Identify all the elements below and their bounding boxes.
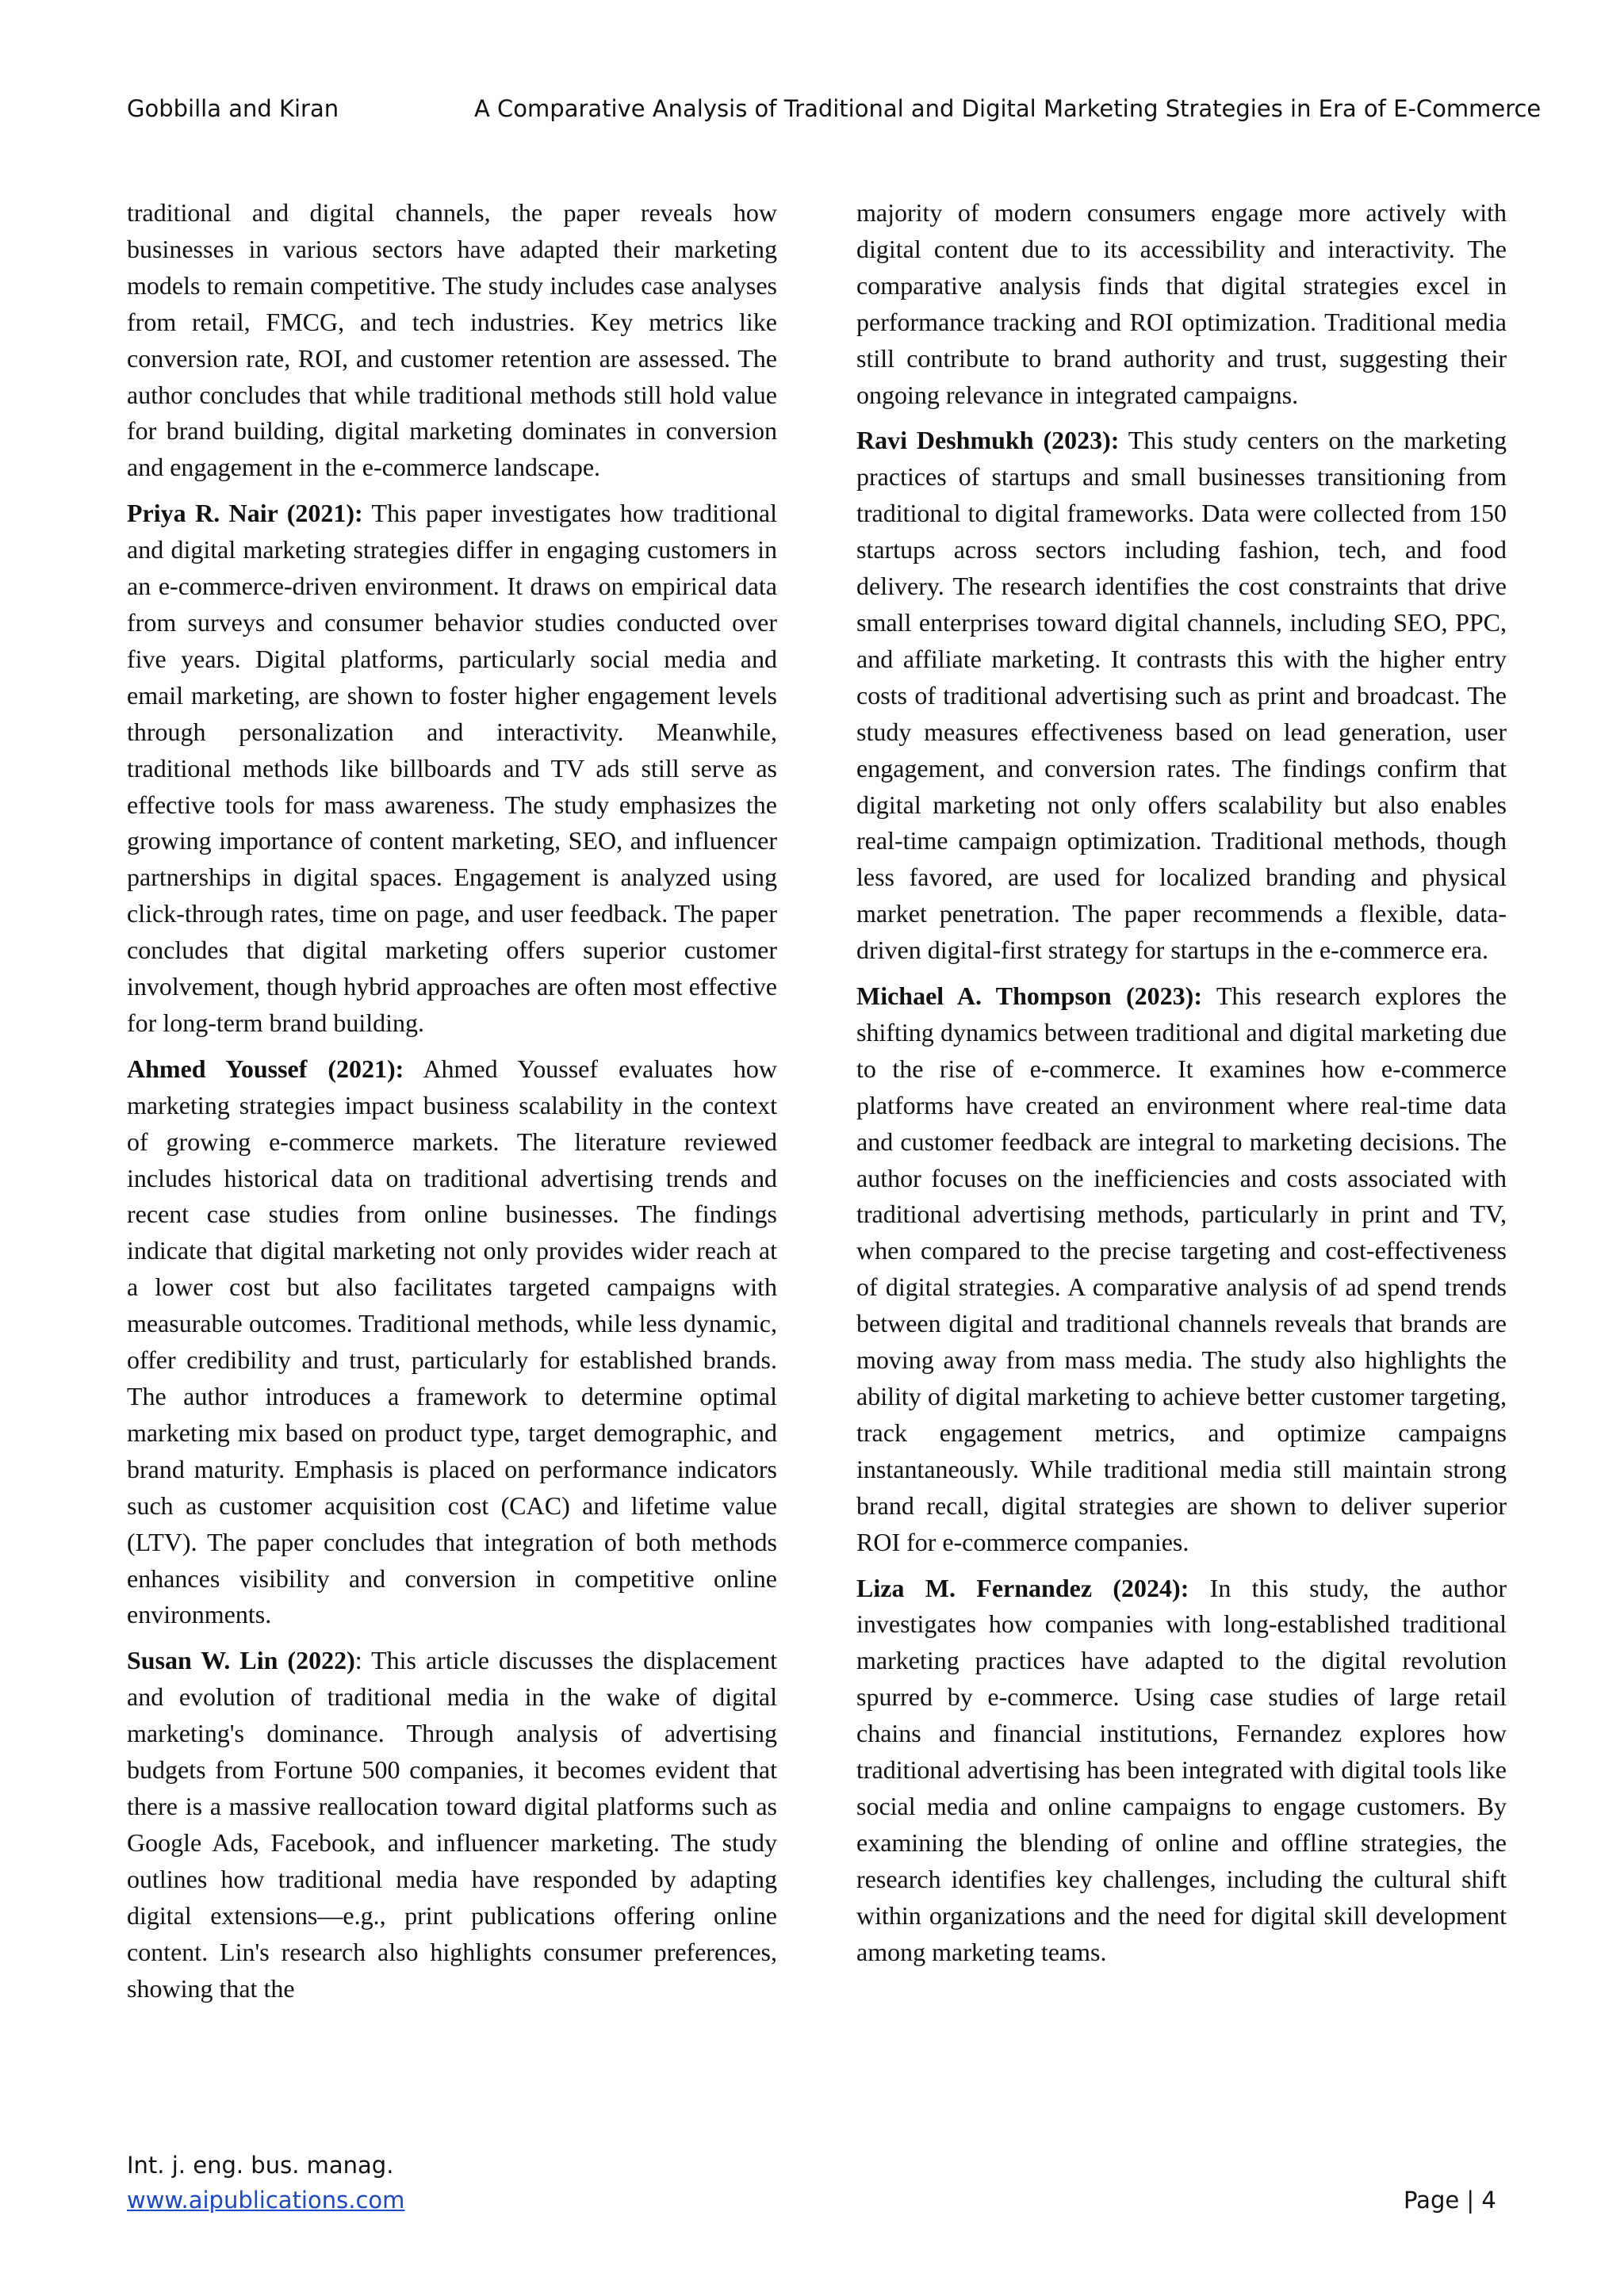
footer-journal-name: Int. j. eng. bus. manag. [127, 2152, 394, 2179]
right-column [856, 195, 1507, 1980]
citation-lead: Liza M. Fernandez (2024): [856, 1573, 1189, 1602]
citation-lead: Ravi Deshmukh (2023): [856, 426, 1120, 455]
citation-lead: Ahmed Youssef (2021): [127, 1054, 404, 1083]
paragraph-text: : This article discusses the displacement and evolution of traditional media in the wake of digital marketing's dominance. Through analysis of advertising budgets from Fortune 500 companies, it becomes evident that there is a massive reallocation toward digital platforms such as Google Ads, Facebook, and influencer marketing. The study outlines how traditional media have responded by adapting digital extensions—e.g., print publications offering online content. Lin's research also highlights consumer preferences, showing that the [127, 1646, 778, 2003]
citation-lead: Michael A. Thompson (2023): [856, 982, 1202, 1011]
paragraph-text: This research explores the shifting dynamics between traditional and digital marketing due to the rise of e-commerce. It examines how e-commerce platforms have created an environment where real-time data and customer feedback are integral to marketing decisions. The author focuses on the inefficiencies and costs associated with traditional advertising methods, particularly in print and TV, when compared to the precise targeting and cost-effectiveness of digital strategies. A comparative analysis of ad spend trends between digital and traditional channels reveals that brands are moving away from mass media. The study also highlights the ability of digital marketing to achieve better customer targeting, track engagement metrics, and optimize campaigns instantaneously. While traditional media still maintain strong brand recall, digital strategies are shown to deliver superior ROI for e-commerce companies. [856, 982, 1507, 1556]
paragraph [127, 496, 777, 1042]
citation-lead: Susan W. Lin (2022) [127, 1646, 355, 1675]
paragraph-text: This paper investigates how traditional and digital marketing strategies differ in engaging customers in an e-commerce-driven environment. It draws on empirical data from surveys and consumer behavior studies conducted over five years. Digital platforms, particularly social media and email marketing, are shown to foster higher engagement levels through personalization and interactivity. Meanwhile, traditional methods like billboards and TV ads still serve as effective tools for mass awareness. The study emphasizes the growing importance of content marketing, SEO, and influencer partnerships in digital spaces. Engagement is analyzed using click-through rates, time on page, and user feedback. The paper concludes that digital marketing offers superior customer involvement, though hybrid approaches are often most effective for long-term brand building. [127, 499, 778, 1037]
paragraph [127, 195, 777, 486]
paragraph-text: Ahmed Youssef evaluates how marketing strategies impact business scalability in the context of growing e-commerce markets. The literature reviewed includes historical data on traditional advertising trends and recent case studies from online businesses. The findings indicate that digital marketing not only provides wider reach at a lower cost but also facilitates targeted campaigns with measurable outcomes. Traditional methods, while less dynamic, offer credibility and trust, particularly for established brands. The author introduces a framework to determine optimal marketing mix based on product type, target demographic, and brand maturity. Emphasis is placed on performance indicators such as customer acquisition cost (CAC) and lifetime value (LTV). The paper concludes that integration of both methods enhances visibility and conversion in competitive online environments. [127, 1054, 778, 1629]
running-header-title: A Comparative Analysis of Traditional and Digital Marketing Strategies in Era of E-Commerce [474, 95, 1542, 122]
paragraph-text: In this study, the author investigates how companies with long-established traditional marketing practices have adapted to the digital revolution spurred by e-commerce. Using case studies of large retail chains and financial institutions, Fernandez explores how traditional advertising has been integrated with digital tools like social media and online campaigns to engage customers. By examining the blending of online and offline strategies, the research identifies key challenges, including the cultural shift within organizations and the need for digital skill development among marketing teams. [856, 1573, 1507, 1966]
paragraph [856, 1571, 1507, 1971]
left-column [127, 195, 777, 2016]
paragraph [127, 1643, 777, 2007]
paragraph [856, 978, 1507, 1561]
citation-lead: Priya R. Nair (2021): [127, 499, 363, 528]
paragraph [127, 1051, 777, 1634]
paragraph-text: majority of modern consumers engage more actively with digital content due to its accessibility and interactivity. The comparative analysis finds that digital strategies excel in performance tracking and ROI optimization. Traditional media still contribute to brand authority and trust, suggesting their ongoing relevance in integrated campaigns. [856, 198, 1507, 409]
page-number: Page | 4 [1404, 2187, 1496, 2214]
paragraph-text: This study centers on the marketing practices of startups and small businesses transitioning from traditional to digital frameworks. Data were collected from 150 startups across sectors including fashion, tech, and food delivery. The research identifies the cost constraints that drive small enterprises toward digital channels, including SEO, PPC, and affiliate marketing. It contrasts this with the higher entry costs of traditional advertising such as print and broadcast. The study measures effectiveness based on lead generation, user engagement, and conversion rates. The findings confirm that digital marketing not only offers scalability but also enables real-time campaign optimization. Traditional methods, though less favored, are used for localized branding and physical market penetration. The paper recommends a flexible, data-driven digital-first strategy for startups in the e-commerce era. [856, 426, 1507, 965]
paragraph [856, 195, 1507, 413]
footer-website-link[interactable]: www.aipublications.com [127, 2187, 405, 2214]
paragraph [856, 423, 1507, 969]
paragraph-text: traditional and digital channels, the paper reveals how businesses in various sectors have adapted their marketing models to remain competitive. The study includes case analyses from retail, FMCG, and tech industries. Key metrics like conversion rate, ROI, and customer retention are assessed. The author concludes that while traditional methods still hold value for brand building, digital marketing dominates in conversion and engagement in the e-commerce landscape. [127, 198, 777, 482]
running-header-authors: Gobbilla and Kiran [127, 95, 339, 122]
